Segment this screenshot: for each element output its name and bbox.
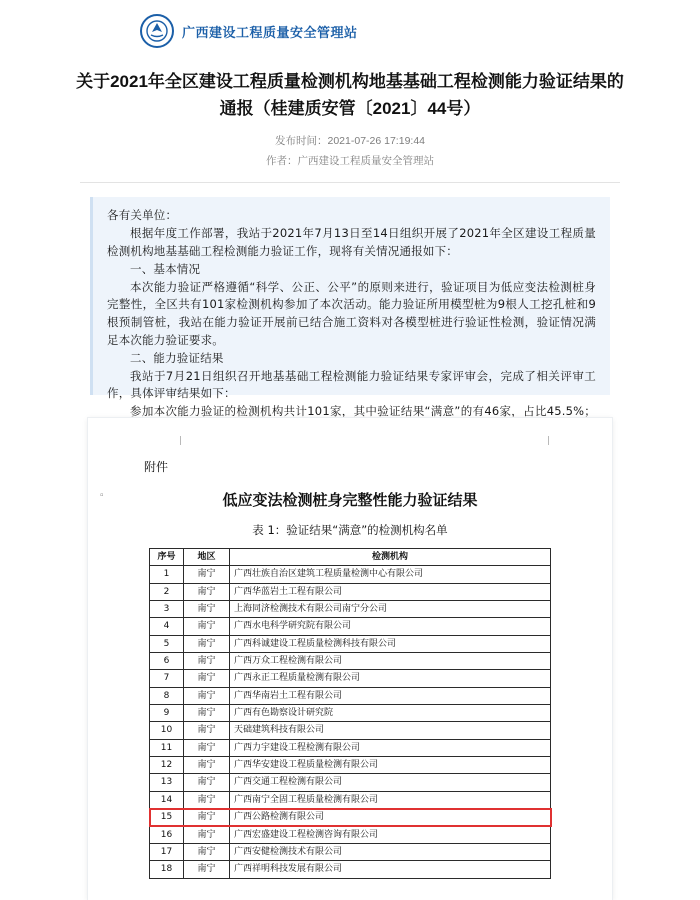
cell-region: 南宁 (184, 670, 230, 687)
cell-index: 7 (150, 670, 184, 687)
cell-region: 南宁 (184, 809, 230, 826)
cell-organization: 广西万众工程检测有限公司 (230, 653, 551, 670)
cell-organization: 广西有色勘察设计研究院 (230, 705, 551, 722)
ruler-marks (88, 436, 612, 446)
cell-region: 南宁 (184, 601, 230, 618)
table-row (150, 618, 551, 635)
results-table-body (150, 566, 551, 878)
cell-region: 南宁 (184, 566, 230, 583)
table-row (150, 722, 551, 739)
article-meta (0, 124, 700, 172)
cell-region: 南宁 (184, 618, 230, 635)
table-row (150, 774, 551, 791)
body-paragraph: 我站于7月21日组织召开地基基础工程检测能力验证结果专家评审会，完成了相关评审工作，具体评审结果如下： (107, 368, 596, 401)
body-paragraph: 本次能力验证严格遵循“科学、公正、公平”的原则来进行，验证项目为低应变法检测桩身完整性，全区共有101家检测机构参加了本次活动。能力验证所用模型桩为9根人工挖孔桩和9根预制管桩，我站在能力验证开展前已结合施工资料对各模型桩进行验证性检测，验证情况满足本次能力验证要求。 (107, 279, 596, 347)
cell-region: 南宁 (184, 653, 230, 670)
page-title: 关于2021年全区建设工程质量检测机构地基基础工程检测能力验证结果的通报（桂建质安管〔2021〕44号） (76, 72, 624, 119)
author: 作者：广西建设工程质量安全管理站 (266, 155, 434, 168)
cell-region: 南宁 (184, 635, 230, 652)
site-title: 广西建设工程质量安全管理站 (182, 24, 358, 40)
table-row (150, 687, 551, 704)
header-divider (80, 182, 620, 183)
publish-time: 发布时间：2021-07-26 17:19:44 (275, 135, 425, 148)
cell-index: 18 (150, 861, 184, 878)
cell-organization: 广西公路检测有限公司 (230, 809, 551, 826)
table-row (150, 791, 551, 808)
cell-index: 13 (150, 774, 184, 791)
cell-region: 南宁 (184, 791, 230, 808)
cell-index: 2 (150, 583, 184, 600)
attachment-title: 低应变法检测桩身完整性能力验证结果 (222, 491, 478, 509)
cell-organization: 广西永正工程质量检测有限公司 (230, 670, 551, 687)
circular-emblem-icon (140, 14, 174, 48)
cell-region: 南宁 (184, 861, 230, 878)
column-header-index: 序号 (150, 549, 184, 566)
cell-index: 16 (150, 826, 184, 843)
cell-organization: 广西华安建设工程质量检测有限公司 (230, 757, 551, 774)
cell-index: 5 (150, 635, 184, 652)
cell-region: 南宁 (184, 705, 230, 722)
body-paragraph: 参加本次能力验证的检测机构共计101家，其中验证结果“满意”的有46家，占比45.5%； (130, 404, 596, 419)
cell-region: 南宁 (184, 722, 230, 739)
results-table (149, 548, 551, 879)
table-row (150, 583, 551, 600)
attachment-document (88, 418, 612, 900)
cell-region: 南宁 (184, 687, 230, 704)
document-outline-icon: ▫︎ (100, 490, 104, 501)
table-row (150, 757, 551, 774)
cell-organization: 上海同济检测技术有限公司南宁分公司 (230, 601, 551, 618)
site-header (0, 0, 700, 58)
cell-region: 南宁 (184, 774, 230, 791)
cell-index: 1 (150, 566, 184, 583)
cell-organization: 广西安健检测技术有限公司 (230, 843, 551, 860)
cell-index: 14 (150, 791, 184, 808)
cell-organization: 广西力宇建设工程检测有限公司 (230, 739, 551, 756)
cell-organization: 广西交通工程检测有限公司 (230, 774, 551, 791)
table-row (150, 826, 551, 843)
cell-organization: 广西南宁全固工程质量检测有限公司 (230, 791, 551, 808)
table-row (150, 653, 551, 670)
cell-organization: 天础建筑科技有限公司 (230, 722, 551, 739)
table-row (150, 670, 551, 687)
table-caption: 表 1：验证结果“满意”的检测机构名单 (252, 523, 448, 537)
cell-organization: 广西宏盛建设工程检测咨询有限公司 (230, 826, 551, 843)
body-paragraph: 二、能力验证结果 (130, 350, 224, 365)
cell-region: 南宁 (184, 826, 230, 843)
cell-organization: 广西科诚建设工程质量检测科技有限公司 (230, 635, 551, 652)
body-paragraph: 一、基本情况 (130, 261, 201, 276)
cell-index: 11 (150, 739, 184, 756)
table-row (150, 843, 551, 860)
table-row (150, 635, 551, 652)
body-paragraph: 根据年度工作部署，我站于2021年7月13日至14日组织开展了2021年全区建设工程质量检测机构地基基础工程检测能力验证工作，现将有关情况通报如下： (107, 226, 596, 258)
cell-index: 17 (150, 843, 184, 860)
cell-organization: 广西壮族自治区建筑工程质量检测中心有限公司 (230, 566, 551, 583)
cell-organization: 广西祥明科技发展有限公司 (230, 861, 551, 878)
column-header-organization: 检测机构 (230, 549, 551, 566)
cell-index: 9 (150, 705, 184, 722)
cell-region: 南宁 (184, 843, 230, 860)
table-row (150, 809, 551, 826)
cell-index: 4 (150, 618, 184, 635)
cell-index: 3 (150, 601, 184, 618)
table-row (150, 739, 551, 756)
attachment-label: 附件 (144, 460, 169, 474)
cell-organization: 广西华南岩土工程有限公司 (230, 687, 551, 704)
cell-organization: 广西华蓝岩土工程有限公司 (230, 583, 551, 600)
cell-index: 8 (150, 687, 184, 704)
article-body (90, 197, 610, 419)
cell-region: 南宁 (184, 757, 230, 774)
cell-organization: 广西水电科学研究院有限公司 (230, 618, 551, 635)
cell-region: 南宁 (184, 739, 230, 756)
cell-index: 10 (150, 722, 184, 739)
cell-index: 12 (150, 757, 184, 774)
cell-index: 6 (150, 653, 184, 670)
table-row (150, 705, 551, 722)
body-salutation: 各有关单位： (107, 208, 178, 223)
cell-index: 15 (150, 809, 184, 826)
table-row (150, 601, 551, 618)
table-header-row (150, 549, 551, 566)
column-header-region: 地区 (184, 549, 230, 566)
table-row (150, 566, 551, 583)
cell-region: 南宁 (184, 583, 230, 600)
table-row (150, 861, 551, 878)
